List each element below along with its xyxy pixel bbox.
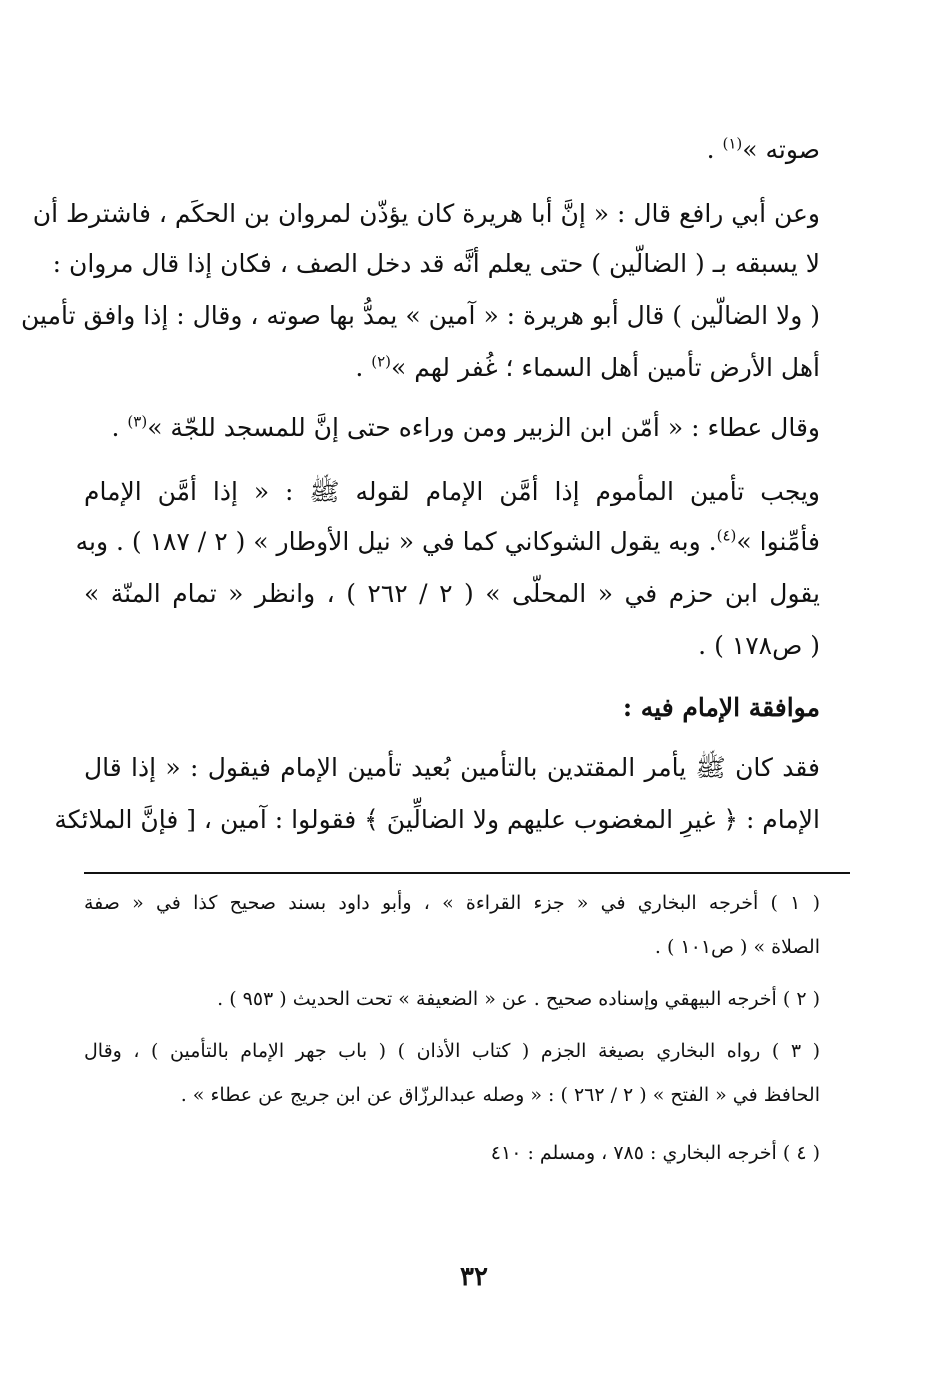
punctuation: . [111, 413, 120, 442]
page-number: ٣٢ [460, 1262, 488, 1292]
text-line [84, 350, 820, 386]
punctuation: . [706, 135, 715, 164]
footnote-separator [84, 872, 850, 874]
text-line: يقول ابن حزم في « المحلّى » ( ٢ / ٢٦٢ ) ، وانظر « تمام المنّة » [84, 579, 820, 608]
footnote-line: ( ٢ ) أخرجه البيهقي وإسناده صحيح . عن « الضعيفة » تحت الحديث ( ٩٥٣ ) . [217, 988, 820, 1010]
text-line: الإمام : ﴿ غيرِ المغضوب عليهم ولا الضالِّينَ ﴾ فقولوا : آمين ، [ فإنَّ الملائكة [54, 805, 820, 834]
text-run: فأمِّنوا » [736, 527, 820, 556]
text-run: أهل الأرض تأمين أهل السماء ؛ غُفر لهم » [391, 353, 820, 382]
footnote-line: الحافظ في « الفتح » ( ٢ / ٢٦٢ ) : « وصله عبدالرزّاق عن ابن جريج عن عطاء » . [180, 1084, 820, 1106]
text-line: لا يسبقه بـ ( الضالّين ) حتى يعلم أنَّه قد دخل الصف ، فكان إذا قال مروان : [52, 249, 820, 278]
footnote-marker[interactable]: (٢) [371, 352, 392, 371]
text-run: . وبه يقول الشوكاني كما في « نيل الأوطار » ( ٢ / ١٨٧ ) . وبه [75, 527, 717, 556]
text-line: ويجب تأمين المأموم إذا أمَّن الإمام لقوله ﷺ : « إذا أمَّن الإمام [84, 477, 820, 506]
footnote-marker[interactable]: (٣) [127, 412, 148, 431]
section-heading: موافقة الإمام فيه : [622, 693, 820, 722]
text-line: ( ولا الضالّين ) قال أبو هريرة : « آمين » يمدُّ بها صوته ، وقال : إذا وافق تأمين [21, 301, 820, 330]
text-line: وعن أبي رافع قال : « إنَّ أبا هريرة كان يؤذّن لمروان بن الحكَم ، فاشترط أن [32, 199, 820, 228]
text-line: فقد كان ﷺ يأمر المقتدين بالتأمين بُعيد تأمين الإمام فيقول : « إذا قال [84, 753, 820, 782]
footnote-line: الصلاة » ( ص١٠١ ) . [654, 936, 820, 958]
text-line: ( ص١٧٨ ) . [698, 631, 820, 660]
footnote-marker[interactable]: (١) [722, 134, 743, 153]
text-line [84, 132, 820, 168]
footnote-line: ( ١ ) أخرجه البخاري في « جزء القراءة » ، وأبو داود بسند صحيح كذا في « صفة [84, 892, 821, 914]
text-line [84, 410, 820, 446]
footnote-line: ( ٤ ) أخرجه البخاري : ٧٨٥ ، ومسلم : ٤١٠ [490, 1142, 820, 1164]
punctuation: . [355, 353, 364, 382]
text-line [75, 524, 820, 560]
text-run: صوته » [742, 135, 820, 164]
footnote-line: ( ٣ ) رواه البخاري بصيغة الجزم ( كتاب الأذان ) ( باب جهر الإمام بالتأمين ) ، وقال [84, 1040, 820, 1062]
text-run: وقال عطاء : « أمّن ابن الزبير ومن وراءه حتى إنَّ للمسجد للجّة » [147, 413, 820, 442]
footnote-marker[interactable]: (٤) [716, 526, 737, 545]
